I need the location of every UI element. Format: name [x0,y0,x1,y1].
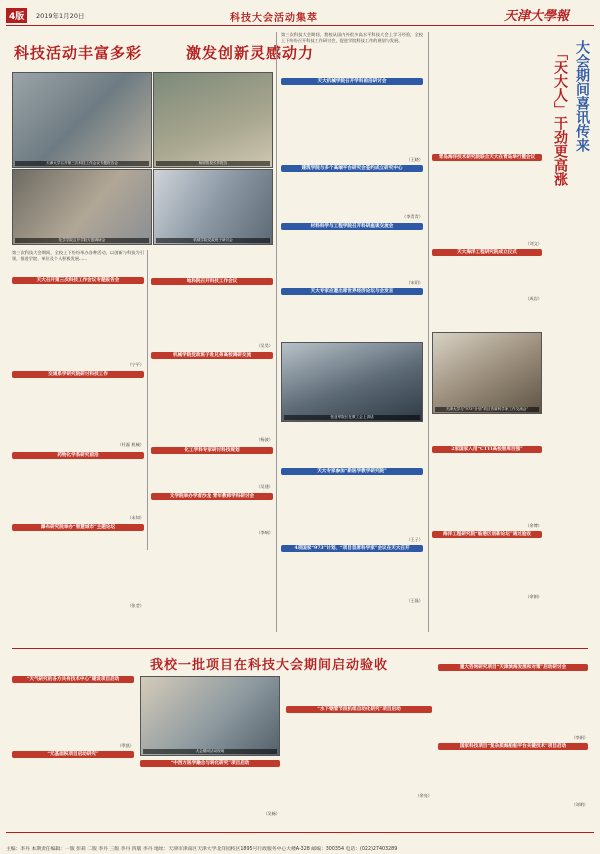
article-signature: （未知） [127,514,144,520]
article-title: 天大机械学院召开学科前沿研讨会 [281,78,423,85]
column-3 [281,32,423,632]
main-headline-left: 科技活动丰富多彩 [14,44,143,62]
article-title: 海洋工程研究院“临港区创新论坛”通过验收 [432,531,542,538]
article-title: 青岛海洋技术研究院联合天大在青岛举行暨会议 [432,154,542,161]
article-body [12,683,134,743]
footer-text: 主编：李丹 本期责任编辑：一版 彭莉 二版 李丹 三版 李丹 四版 李丹 地址：天津市津南区天津大学北洋园校区1895号行政服务中心大楼A-328 邮编：300354 电话：(022)27403289 [6,847,398,852]
article-title: 材料科学与工程学院召开科研座谈交流会 [281,223,423,230]
article-body [438,671,588,735]
article-signature: （杜磊 机械） [117,442,144,448]
photo-speaker [153,72,273,168]
intro-text: 第三次科技大会期间，全校上下纷纷举办各种活动，以创新与科技为引领，推进学院、单位及个人积极发展...... [12,250,144,262]
article-title: 化工学科专家研讨科技规划 [151,447,273,454]
article-title: 瀑布研究院举办“智慧城市”主题论坛 [12,524,144,531]
article-title: 国家科技项目“复杂质海船舶平台关键技术”项目启动 [438,743,588,750]
article-body [286,676,432,706]
article-title: 4项国家“973”计划、“项目首席科学家”会议在天大召开 [281,545,423,552]
article-title: 建筑学院与多个高端平台研究会签约成立研究中心 [281,165,423,172]
article-title: 重大咨询研究项目“天津滨海发展和对策”启动研讨会 [438,664,588,671]
article-title: 天大召开第三次科技工作会议专题报告会 [12,277,144,284]
article-title: 药物化学系研究前沿 [12,452,144,459]
article-signature: （余博） [525,523,542,528]
photo-caption: 化学学院召开学院专题调研会 [15,238,149,243]
article-body [281,172,423,214]
article-body [432,161,542,241]
vertical-banner [548,40,594,290]
article-signature: （宋玥） [406,279,423,285]
article-body [281,552,423,598]
article-signature: （李娟） [571,735,588,740]
page-footer [6,832,594,852]
article-body [12,284,144,362]
photo-mechanical [153,169,273,245]
article-body [12,459,144,515]
article-body [151,359,273,437]
article-body [432,256,542,296]
article-title: 天大专家参加“新医学教学研究院” [281,468,423,475]
article-signature: （季凯） [117,743,134,748]
photo-caption: 天津大学与“973”计划“项目首席科学家工作交流会” [435,407,539,412]
article-title: “水下钢管节段机组自动化研究”项目启动 [286,706,432,713]
issue-date: 2019年1月20日 [36,12,85,20]
lower-mid-left [140,676,280,826]
lower-right [438,664,588,826]
photo-workshop [432,332,542,414]
article-title: “元基面积项目启动研究” [12,751,134,758]
article-signature: （王子） [406,537,423,542]
photo-caption: 杨树智校长作报告 [156,161,270,166]
photo-conference [12,72,152,168]
article-body [281,475,423,537]
article-title: 天大海洋工程研究院成立仪式 [432,249,542,256]
article-signature: （李响） [256,529,273,535]
banner-line-2: 「天大人」干劲更高涨 [552,46,568,186]
article-signature: （王磊） [406,598,423,604]
article-signature: （杨波） [256,437,273,443]
article-signature: （余娟） [525,594,542,600]
column-2 [151,250,273,640]
article-signature: （李青青） [402,214,423,220]
article-signature: （成岩） [525,296,542,302]
article-signature: （吴昊） [256,343,273,348]
article-body [432,453,542,523]
article-body [432,32,542,152]
photo-chemistry [12,169,152,245]
article-signature: （吴畅） [263,811,280,816]
article-title: “中西方医学融合与转化研究”项目启动 [140,760,280,767]
article-signature: （宁平） [127,362,144,367]
article-body [432,418,542,446]
main-headline-right: 激发创新灵感动力 [186,44,315,62]
lower-mid-right [286,676,432,826]
article-body [151,454,273,484]
article-signature: （刘明） [571,802,588,808]
photo-caption: 大会期间活动现场 [143,749,277,754]
article-body [281,230,423,280]
article-body [151,500,273,530]
article-body [286,713,432,793]
photo-speaker-portrait [281,342,423,422]
article-signature: （王晓） [406,157,423,162]
article-title: 2家国家入用“CTTI高校智库百强” [432,446,542,453]
article-signature: （吴建） [256,483,273,489]
column-4 [432,32,542,632]
page-number: 4版 [6,8,27,23]
banner-line-1: 大会期间喜讯传来 [574,40,590,152]
article-title: 文学院举办学者沙龙 青年教师学科研讨会 [151,493,273,500]
article-title: 机械学院党政班子赴兄弟高校调研交流 [151,352,273,359]
article-title: 地科院召开科技工作会议 [151,278,273,285]
article-body [12,531,144,603]
article-body [151,285,273,343]
article-body [140,767,280,811]
article-body [438,750,588,802]
photo-project-launch [140,676,280,756]
article-body [281,85,423,157]
photo-caption: 机械学院党政班子研讨会 [156,238,270,243]
article-signature: （张莹） [127,602,144,608]
lower-headline: 我校一批项目在科技大会期间启动验收 [150,658,389,673]
section-title: 科技大会活动集萃 [230,13,318,24]
article-body [12,378,144,442]
lower-left [12,676,134,826]
photo-caption: 张亚军院长在教工会上讲话 [284,415,420,420]
article-title: 天大专家应邀出席世界经济论坛与会发言 [281,288,423,295]
newspaper-logo: 天津大學報 [504,9,570,24]
article-body [432,538,542,594]
article-body [281,426,423,466]
page-header [6,4,594,26]
article-signature: （刘文） [525,241,542,246]
photo-caption: 天津大学召开第三次科技工作会议专题报告会 [15,161,149,166]
article-signature: （余亮） [415,793,432,798]
article-title: “天气研究的各方共有技术中心”建设项目启动 [12,676,134,683]
intro-text: 第三次科技大会期间，我校从国内外很多高水平科技大会上学习经验，全校上下纷纷召开科技工作研讨会，促进学院科技工作的规划与发展。 [281,32,423,44]
article-body [12,758,134,798]
article-title: 交通系学研究院研讨科技工作 [12,371,144,378]
article-body [151,250,273,278]
